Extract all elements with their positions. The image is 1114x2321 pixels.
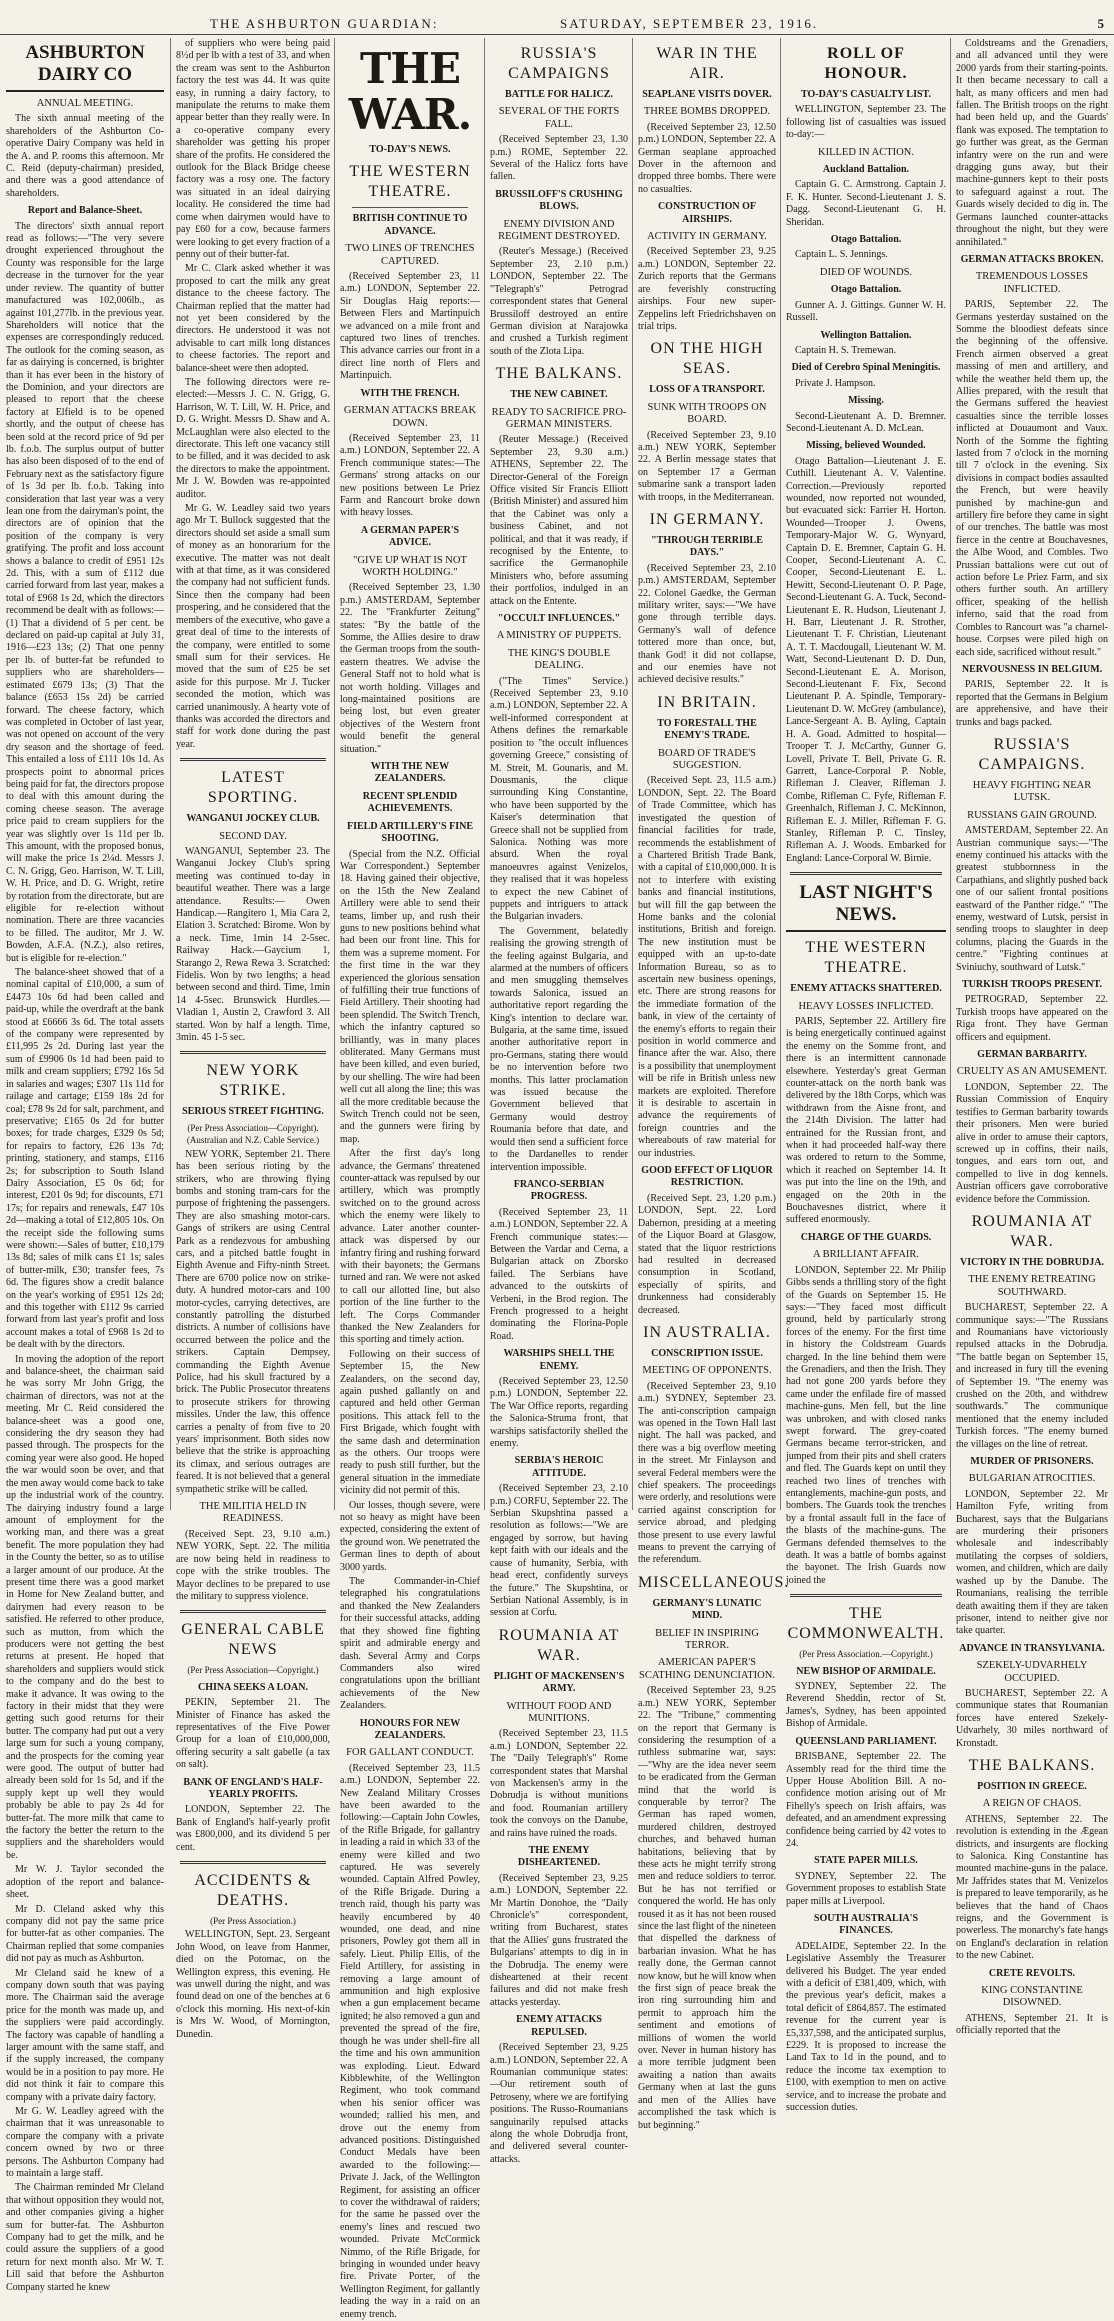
- article-paragraph: After the first day's long advance, the Germans' threatened counter-attack was repulsed by our artillery, which was promptly switched on to the ground across which the enemy were likely to advance. Later another counter-attack was dispersed by our infantry firing and rushing forward with their bayonets; the Germans turned and ran. We were not asked to call our allotted line, but also portion of the line further to the left. The Corps Commander thanked the New Zealanders for this sporting and timely action.: [340, 1148, 480, 1346]
- subhead: MEETING OF OPPONENTS.: [642, 1365, 772, 1377]
- article-paragraph: (Received September 23, 1.30 p.m.) AMSTERDAM, September 22. The "Frankfurter Zeitung" states: "By the battle of the Somme, the Allies desire to draw the German troops from the south-eastern theatres. We advise the General Staff not to hold what is not worth holding. Villages and long-maintained positions are being lost, but even greater objectives of the Western front would benefit the general situation.": [340, 582, 480, 755]
- subhead: SEVERAL OF THE FORTS FALL.: [498, 106, 620, 130]
- subhead: FRANCO-SERBIAN PROGRESS.: [513, 1178, 605, 1203]
- article-paragraph: Coldstreams and the Grenadiers, and all advanced until they were 2000 yards from their starting-points. It then became necessary to call a halt, as many officers and men had fallen. The British troops on the right had been held up, and the Guards' flank was exposed. The temptation to go further was great, as the German infantry were on the run and were dragging guns away, but their machine-gunners kept to their posts to safeguard against a rout. The Guards wisely decided to dig in. The Germans launched counter-attacks throughout the night, but they were annihilated.": [956, 38, 1108, 248]
- subhead: Otago Battalion.: [830, 284, 902, 296]
- article-paragraph: (Received September 23, 12.50 p.m.) LONDON, September 22. A German seaplane approached Dover in the afternoon and dropped three bombs. There were no casualties.: [638, 121, 776, 195]
- subhead: THE NEW CABINET.: [510, 389, 608, 401]
- subhead: RUSSIANS GAIN GROUND.: [967, 809, 1097, 821]
- article-paragraph: The Commander-in-Chief telegraphed his congratulations and thanked the New Zealanders for their successful attacks, adding that they showed fine fighting spirit and admirable energy and dash. Several Army and Corps Commanders also wired congratulations upon the brilliant achievements of the New Zealanders.: [340, 1576, 480, 1712]
- subhead: A REIGN OF CHAOS.: [982, 1798, 1082, 1810]
- subhead: FOR GALLANT CONDUCT.: [346, 1747, 474, 1759]
- subhead: THE ENEMY DISHEARTENED.: [517, 1845, 601, 1869]
- headline-high-seas: ON THE HIGH SEAS.: [650, 340, 764, 378]
- article-paragraph: Mr W. J. Taylor seconded the adoption of the report and balance-sheet.: [6, 1864, 164, 1901]
- subhead: SOUTH AUSTRALIA'S FINANCES.: [813, 1912, 919, 1937]
- article-paragraph: Captain H. S. Tremewan.: [795, 344, 897, 356]
- article-paragraph: (Received September 23, 2.10 p.m.) AMSTERDAM, September 22. Colonel Gaedke, the German military writer, says:—"We have gone through terrible days. Germany's wall of defence tottered more than once, but, thank God! it did not collapse, and our enemies have not achieved decisive results.": [638, 562, 776, 686]
- article-paragraph: Otago Battalion—Lieutenant J. E. Cuthill. Lieutenant A. V. Valentine. Correction.—Previously reported wounded, now reported not wounded, but evacuated sick: Farrier H. Horton. Wounded—Trooper J. Owens, Temporary-Major W. G. Wynyard, Captain D. E. Bremner, Captain G. H. Cooper, Second-Lieutenant A. C. Cooper, Second-Lieutenant E. L. Hewitt, Second-Lieutenant O. P. Page, Second-Lieutenant G. A. Tuck, Second-Lieutenant E. R. Hudson, Lieutenant J. H. Barr, Lieutenant J. R. Strother, Lieutenant T. F. Christian, Lieutenant A. T. T. Macdougall, Lieutenant W. M. Watt, Second-Lieutenant D. D. Dun, Second-Lieutenant E. A. Morison, Second-Lieutenant F. Fix, Second Lieutenant P. A. Spindle, Temporary-Lieutenant D. W. McGrey (ambulance), Lance-Sergeant A. B. Ayling, Captain H. A. Goad. Admitted to hospital—Trooper T. J. McCarthy, Gunner G. Lovell, Private T. Bell, Private G. R. Garrett, Lance-Corporal P. Noble, Rifleman J. Cleaver, Rifleman J. Combe, Rifleman C. Fyfe, Rifleman F. Greenhalch, Rifleman J. C. McKinnon, Rifleman E. J. Miller, Rifleman F. G. Stanley, Rifleman P. C. Tinsley, Rifleman A. J. Woods. Embarked for England: Lance-Corporal W. Birnie.: [786, 455, 946, 864]
- headline-ny-strike: NEW YORK STRIKE.: [206, 1062, 300, 1100]
- column-rule: [170, 38, 171, 1510]
- subhead: BATTLE FOR HALICZ.: [505, 89, 613, 100]
- column-6: [782, 38, 950, 2114]
- subhead: THE ENEMY RETREATING SOUTHWARD.: [968, 1274, 1096, 1298]
- column-4: [486, 38, 632, 2165]
- subhead: TO FORESTALL THE ENEMY'S TRADE.: [657, 717, 757, 742]
- subhead: Missing, believed Wounded.: [806, 440, 926, 452]
- article-paragraph: (Received September 23, 11 a.m.) LONDON, September 22. Sir Douglas Haig reports:—Between Flers and Martinpuich we advanced on a mile front and captured two lines of trenches. This advance carries our front in a direct line north of Flers and Martinpuich.: [340, 271, 480, 382]
- subhead: READY TO SACRIFICE PRO-GERMAN MINISTERS.: [491, 406, 627, 430]
- headline-war-in-air: WAR IN THE AIR.: [656, 45, 758, 82]
- headline-western-theatre: THE WESTERN THEATRE.: [349, 163, 471, 201]
- subhead: CONSCRIPTION ISSUE.: [651, 1347, 763, 1359]
- column-5: [634, 38, 790, 2131]
- article-paragraph: (Received Sept. 23, 9.10 a.m.) NEW YORK, Sept. 22. The militia are now being held in readiness to cope with the strike troubles. The Mayor declines to be prepared to use the military to suppress violence.: [176, 1528, 330, 1602]
- article-paragraph: (Received Sept. 23, 1.20 p.m.) LONDON, Sept. 22. Lord Dabernon, presiding at a meeting of the Liquor Board at Glasgow, stated that the liquor restrictions had resulted in decreased consumption in Scotland, especially of spirits, and drunkenness had considerably decreased.: [638, 1192, 776, 1316]
- headline-balkans: THE BALKANS.: [968, 1756, 1096, 1774]
- headline-commonwealth: THE COMMONWEALTH.: [787, 1605, 945, 1643]
- subhead: TWO LINES OF TRENCHES CAPTURED.: [345, 243, 475, 267]
- article-paragraph: The directors' sixth annual report read as follows:—"The very severe drought experienced throughout the County was responsible for the large decrease in the turnover for the year under review. The quantity of butter manufactured was 102,006lb., as against 101,277lb. in the previous year. Shareholders will notice that the expenses are correspondingly reduced. The outlook for the coming season, as far as dairying is concerned, is brighter than it has ever been in the history of the Dominion, and your directors are pleased to report that the cheese factory at Elfield is to be opened shortly, and the output of cheese has been sold at the record price of 9d per lb. f.o.b. The surplus output of butter has also been disposed of to the end of February next as the satisfactory figure of 1s 3d per lb. f.o.b. Taking into consideration that last year was a very lean one from the dairyman's point, the directors are of opinion that the position of the company is very gratifying. The profit and loss account shows a balance to credit of £951 12s 2d. This, with a sum of £112 due carried forward from last year, makes a total of £968 1s 2d, which the directors recommend be dealt with as follows:—(1) That a dividend of 5 per cent. be declared on paid-up capital at July 31, 1916—£23 13s; (2) That one penny per lb. of butter-fat be refunded to suppliers who are shareholders—estimated £679 13s; (3) That the balance (£653 15s 2d) be carried forward. The cheese factory, which was completed in October of last year, was not opened on account of the very dry season and the shortage of feed. This entailed a loss of £111 10s 1d. As prospects point to abnormal prices being paid for fat, the directors propose to deal with this amount during the coming cheese season. The average price paid to cream suppliers for the year was slightly over 1s 11d per lb. This amount, with the proposed bonus, will make the price 1s 2¼d. Messrs J. C. N. Grigg, Geo. Harrison, W. T. Lill, W. H. Price, and D. G. Wright, retire by rotation from the directorate, but are eligible for re-election without nomination. There are three vacancies to be filled. The auditor, Mr J. W. Bowden, A.F.A. (N.Z.), also retires, but is eligible for re-election.": [6, 220, 165, 964]
- subhead: KING CONSTANTINE DISOWNED.: [981, 1985, 1083, 2009]
- headline-russia: RUSSIA'S CAMPAIGNS: [508, 45, 610, 82]
- article-paragraph: ATHENS, September 21. It is officially reported that the: [956, 2012, 1108, 2037]
- article-paragraph: (Received September 23, 9.10 a.m.) NEW YORK, September 22. A Berlin message states that on September 17 a German submarine sank a transport laden with troops, in the Mediterranean.: [638, 429, 776, 503]
- column-rule: [632, 38, 633, 1510]
- divider: [180, 1861, 326, 1864]
- subhead: WITH THE FRENCH.: [360, 387, 460, 399]
- article-paragraph: Mr G. W. Leadley agreed with the chairman that it was unreasonable to compare the company with a private concern owned by two or three persons. The Ashburton Company had to maintain a large staff.: [6, 2106, 164, 2180]
- subhead: GOOD EFFECT OF LIQUOR RESTRICTION.: [641, 1165, 773, 1189]
- column-7: [952, 38, 1112, 2037]
- subhead: WANGANUI JOCKEY CLUB.: [186, 813, 320, 825]
- subhead: CHARGE OF THE GUARDS.: [800, 1231, 932, 1243]
- divider: [180, 758, 326, 761]
- subhead: BRITISH CONTINUE TO ADVANCE.: [352, 213, 468, 237]
- article-paragraph: The balance-sheet showed that of a nominal capital of £10,000, a sum of £4473 10s 6d had been called and paid-up, while the overdraft at the bank stood at £6666 3s 6d. The total assets of the company were represented by £11,995 2s 2d. During last year the sum of £9906 0s 1d had been paid to milk and cream suppliers; £792 16s 5d in salaries and wages; £307 11s 11d for railage and cartage; £159 18s 2d for coal; £78 9s 2d for salt, parchment, and preservative; £165 0s 2d for butter boxes; for trade charges, £329 0s 5d; for repairs to factory, £26 13s 7d; printing, stationery, and stamps, £116 2s; for subscription to South Island Dairy Association, £5 0s 6d; for interest, £201 0s 9d; for discounts, £71 17s; for repairs and renewals, £47 10s 2d—making a total of £12,805 10s. On the receipt side the following sums were shown:—Sales of butter, £10,179 13s 8d; sales of milk cans £1 1s; sales of butter-milk, £30; transfer fees, 7s 6d. The figures show a credit balance on the year's working of £951 12s 2d; and this together with £112 9s carried forward from last year's profit and loss account makes a total of £968 1s 2d to be dealt with by the directors.: [6, 967, 165, 1351]
- subhead: CRUELTY AS AN AMUSEMENT.: [956, 1066, 1108, 1078]
- subhead: TREMENDOUS LOSSES INFLICTED.: [975, 271, 1089, 295]
- subhead: Wellington Battalion.: [820, 329, 912, 341]
- subhead: "GIVE UP WHAT IS NOT WORTH HOLDING.": [353, 554, 467, 578]
- article-paragraph: PARIS, September 22. The Germans yesterday sustained on the Somme the bloodiest defeats since the beginning of the offensive. French airmen observed a great massing of men and artillery, and while the weather held them up, the Allies prepared, with the result that the Germans suffered the heaviest casualties since the terrible losses inflicted at Douaumont and Vaux. North of the Somme the fighting lasted from 7 o'clock in the morning till 7 o'clock in the evening. Six divisions in compact bodies assaulted the French, but were heavily punished by machine-gun and artillery fire before they came in sight of our trenches. The battle was most fierce in the centre at Bouchavesnes, the Albe Wood, and Combles. Two Prussian battalions were cut out of action before Le Priez Farm, and six others further south. An artillery officer, speaking of the hellish inferno, said that the road from Combles to Rancourt was "a charnel-house. Corpses were piled high on each side, sacrificed without result.": [956, 299, 1108, 658]
- article-paragraph: Our losses, though severe, were not so heavy as might have been expected, considering the extent of the ground won. We penetrated the German lines to depth of about 3000 yards.: [340, 1499, 480, 1573]
- subhead: TO-DAY'S NEWS.: [369, 144, 451, 155]
- subhead: STATE PAPER MILLS.: [814, 1855, 918, 1867]
- subhead: SECOND DAY.: [219, 830, 287, 842]
- article-paragraph: Mr D. Cleland asked why this company did not pay the same price for butter-fat as other companies. The Chairman replied that some companies did not pay as much as Ashburton.: [6, 1903, 164, 1965]
- headline-the-war: THE WAR.: [348, 44, 472, 139]
- subhead: FIELD ARTILLERY'S FINE SHOOTING.: [347, 820, 473, 845]
- subhead: SERBIA'S HEROIC ATTITUDE.: [514, 1455, 604, 1479]
- article-paragraph: The Chairman reminded Mr Cleland that without opposition they would not, and other companies giving a higher sum for butter-fat. The Ashburton Company had to get the milk, and he could assure the suppliers of a good return for next month also. Mr W. T. Lill said that before the Ashburton Company started he knew: [6, 2182, 164, 2293]
- subhead: WITH THE NEW ZEALANDERS.: [370, 761, 450, 785]
- article-paragraph: ("The Times" Service.) (Received September 23, 9.10 a.m.) LONDON, September 22. A well-informed correspondent at Athens defines the remarkable position to "the occult influences governing Greece," consisting of M. Streit, M. Gounaris, and M. Dousmanis, the clique surrounding King Constantine, who have been supported by the Kaiser's determination that Greece shall not be supplied from Salonica. Nothing was more absurd. When the royal manoeuvres against Venizelos, they realised that it was hopeless to expect the new Cabinet of puppets and intriguers to attack the Bulgarian invaders.: [490, 675, 628, 923]
- subhead: A GERMAN PAPER'S ADVICE.: [360, 524, 460, 549]
- subhead: ENEMY ATTACKS SHATTERED.: [790, 983, 942, 995]
- subhead: Missing.: [848, 395, 884, 407]
- headline-sporting: LATEST SPORTING.: [207, 769, 299, 807]
- article-paragraph: PEKIN, September 21. The Minister of Finance has asked the representatives of the Five Power Group for a loan of £10,000,000, offering security a salt gabelle (a tax on salt).: [176, 1697, 330, 1771]
- headline-britain: IN BRITAIN.: [657, 693, 757, 711]
- article-paragraph: Mr Cleland said he knew of a company down south that was paying more. The Chairman said the average price for the month was made up, and the suppliers were paid accordingly. The factory was capable of handling a larger amount with the same staff, and if the supply increased, the company would be in a position to pay more. He did not think it fair to compare this company with a private dairy factory.: [6, 1967, 164, 2103]
- article-paragraph: (Received September 23, 9.25 a.m.) LONDON, September 22. Mr Martin Donohoe, the "Daily Chronicle's" correspondent, writing from Bucharest, states that the Allies' guns frustrated the Bulgarians' attempts to dig in in the Dobrudja. The enemy were disheartened at their recent failures and did not make fresh attacks yesterday.: [490, 1872, 628, 2008]
- article-paragraph: The following directors were re-elected:—Messrs J. C. N. Grigg, G. Harrison, W. T. Lill, W. H. Price, and D. G. Wright. Messrs D. Shaw and A. McLaughlan were also elected to the directorate. This left one vacancy still to be filled, and it was decided to ask the directors to make the appointment. Mr J. W. Bowden was re-appointed auditor.: [176, 376, 330, 500]
- article-paragraph: BUCHAREST, September 22. A communique says:—"The Russians and Roumanians have victoriously repulsed attacks in the Dobrudja. "The battle began on September 15, and increased in fury till the evening of September 19. "The enemy was crushed on the 20th, and withdrew southwards." The communique mentioned that the enemy included Turkish forces. "The enemy burned the villages on the line of retreat.: [956, 1302, 1108, 1450]
- article-paragraph: BRISBANE, September 22. The Assembly read for the third time the Upper House Abolition Bill. A no-confidence motion arising out of Mr Fihelly's speech on Irish affairs, was defeated, and an amendment expressing confidence being carried by 42 votes to 24.: [786, 1751, 946, 1849]
- subhead: HONOURS FOR NEW ZEALANDERS.: [359, 1717, 461, 1741]
- article-paragraph: (Reuter's Message.) (Received September 23, 2.10 p.m.) LONDON, September 22. The "Telegraph's" Petrograd correspondent states that General Brussiloff destroyed an entire German division at Narajowka and crushed a Turkish regiment south of the Zlota Lipa.: [490, 246, 628, 357]
- subhead: GERMAN ATTACKS BREAK DOWN.: [343, 405, 477, 429]
- subhead: TO-DAY'S CASUALTY LIST.: [801, 89, 931, 100]
- article-paragraph: (Special from the N.Z. Official War Correspondent.) September 18. Having gained their objective, on the 15th the New Zealand Artillery were able to send their teams, limber up, and rush their guns to new positions behind what had been our front line. This for them was a supreme moment. For the first time in the war they experienced the glorious sensation of fulfilling their true functions of Field Artillery. Their shooting had been splendid. The Switch Trench, which the infantry captured so brilliantly, was in many places obliterated. Many Germans must have been killed, and even buried, by our shelling. The wire had been well cut all along the line; this was all the more creditable because the Switch Trench could not be seen, and the gunners were firing by map.: [340, 848, 480, 1145]
- article-paragraph: Gunner A. J. Gittings. Gunner W. H. Russell.: [786, 299, 946, 324]
- article-paragraph: PETROGRAD, September 22. Turkish troops have appeared on the Riga front. They have German officers and equipment.: [956, 994, 1108, 1043]
- subhead: THE MILITIA HELD IN READINESS.: [199, 1501, 307, 1525]
- article-paragraph: (Received September 23, 11.5 a.m.) LONDON, September 22. The "Daily Telegraph's" Rome correspondent states that Marshal von Mackensen's army in the Dobrudja is without munitions and food. Roumanian artillery took the convoys on the Danube, and rains have ruined the roads.: [490, 1728, 628, 1839]
- column-rule: [780, 38, 781, 1510]
- subhead: CHINA SEEKS A LOAN.: [197, 1681, 309, 1693]
- article-paragraph: (Received September 23, 11 a.m.) LONDON, September 22. A French communique states:—Between the Vardar and Cerna, a Bulgarian attack on Zborsko failed. The Serbians have advanced to the outskirts of Verbeni, in the Brod region. The French progressed to a height dominating the Florina-Pople Road.: [490, 1206, 628, 1342]
- article-paragraph: PARIS, September 22. Artillery fire is being energetically continued against the enemy on the Somme front, and there is an intermittent cannonade elsewhere. Yesterday's great German counter-attack on the north bank was delivered by the 18th Corps, which was withdrawn from the Aisne front, and the 214th Division. The latter had entrained for the Russian front, and when it had proceeded half-way there was ordered to return to the Somme, which it reached on September 14. It was put into the line on the 19th, and engaged on the 20th in the Bouchavesnes district, where it suffered enormously.: [786, 1015, 946, 1226]
- subhead: GERMANY'S LUNATIC MIND.: [652, 1597, 762, 1622]
- article-paragraph: ADELAIDE, September 22. In the Legislative Assembly the Treasurer delivered his Budget. The year ended with a deficit of £381,409, which, with the previous year's deficit, makes a total deficit of £864,857. The estimated revenue for the current year is £5,337,598, and the anticipated surplus, £229. It is proposed to increase the Land Tax to 1d in the pound, and to reduce the income tax exemption to £100, with exemption to men on active service, and to increase the probate and succession duties.: [786, 1940, 946, 2114]
- article-paragraph: WELLINGTON, Sept. 23. Sergeant John Wood, on leave from Hanmer, died on the Potomac, on the Wellington express, this evening. He was unwell during the night, and was found dead on one of the benches at 6 o'clock this morning. His next-of-kin is Mrs W. Wood, of Mornington, Dunedin.: [176, 1929, 330, 2040]
- article-paragraph: PARIS, September 22. It is reported that the Germans in Belgium are apprehensive, and have their trunks and bags packed.: [956, 679, 1108, 728]
- headline-roumania: ROUMANIA AT WAR.: [971, 1212, 1093, 1250]
- subhead: SERIOUS STREET FIGHTING.: [182, 1106, 324, 1118]
- article-paragraph: LONDON, September 22. Mr Philip Gibbs sends a thrilling story of the fight of the Guards on September 15. He says:—"They faced most difficult ground, held by particularly strong forces of the enemy. For the first time in history the Coldstream Guards charged. In the line behind them were the Grenadiers, and then the Irish. They had not gone 200 yards before they came under the enfilade fire of massed machine-guns. Men fell, but the line was unbroken, and with closed ranks swept forward. The grey-coated Germans became terror-stricken, and jumped from their pits and shell craters and fled. The Guards kept on until they reached two lines of trenches with entanglements, machine-gun posts, and bombers. The Guards took the trenches by a frontal assault full in the face of the blasts of the machine-guns. The Germans defended themselves to the death. It was a battle of bombs against the bayonet. The Irish Guards now joined the: [786, 1264, 946, 1586]
- subhead-report: Report and Balance-Sheet.: [27, 205, 143, 217]
- subhead: "THROUGH TERRIBLE DAYS.": [651, 534, 763, 559]
- article-paragraph: (Received September 23, 9.25 a.m.) LONDON, September 22. A Roumanian communique states:—Our retirement south of Petroseny, where we are fortifying positions. The Russo-Roumanians sanguinarily repulsed attacks along the whole Dobrudja front, and delivered several counter-attacks.: [490, 2042, 628, 2165]
- subhead: BELIEF IN INSPIRING TERROR.: [655, 1627, 759, 1652]
- credit-line: (Per Press Association.—Copyright.): [799, 1649, 933, 1660]
- subhead: CONSTRUCTION OF AIRSHIPS.: [657, 201, 757, 225]
- column-1: [2, 38, 168, 2293]
- divider: [352, 207, 468, 208]
- subhead: SZEKELY-UDVARHELY OCCUPIED.: [976, 1660, 1088, 1684]
- subhead: HEAVY LOSSES INFLICTED.: [798, 1000, 934, 1012]
- subhead: MURDER OF PRISONERS.: [970, 1456, 1094, 1468]
- subhead: BOARD OF TRADE'S SUGGESTION.: [658, 747, 756, 772]
- article-paragraph: (Received September 23, 9.25 a.m.) LONDON, September 22. Zurich reports that the Germans are feverishly constructing airships. Four new super-Zeppelins left Friedrichshaven on trial trips.: [638, 246, 776, 332]
- column-rule: [950, 38, 951, 1510]
- newspaper-date: SATURDAY, SEPTEMBER 23, 1916.: [560, 16, 819, 31]
- article-paragraph: AMSTERDAM, September 22. An Austrian communique says:—"The enemy continued his attacks with the greatest stubbornness in the Carpathians, and slightly pushed back one of our salient frontal positions eastward of the Panther ridge." "The enemy, westward of Lutsk, persist in sending troops to slaughter in deep columns, placing the Guards in the centre." "Fighting continues at Sviniuchy, southward of Lutsk.": [956, 825, 1108, 973]
- subhead: POSITION IN GREECE.: [977, 1780, 1087, 1792]
- article-paragraph: NEW YORK, September 21. There has been serious rioting by the strikers, who are throwing flying bombs and stoning tram-cars for the purpose of frightening the passengers. They are also smashing motor-cars. Gangs of strikers are using Central Park as a rendezvous for ambushing cars, and a pitched battle fought in Eighth Avenue and Fifty-ninth Street. There are 6700 police now on strike-duty. A hundred motor-cars and 100 motor-cycles, carrying detectives, are constantly patrolling the disturbed districts. A number of collisions have occurred between the police and the strikers. Captain Dempsey, commanding the Eighth Avenue Police, had his skull fractured by a brick. The Public Prosecutor threatens to prosecute strikers for throwing missiles. Under the law, this offence carries a penalty of from five to 20 years' imprisonment. Both sides now believe that the strike is approaching its climax, and serious outrages are feared. It is not believed that a general sympathetic strike will be called.: [176, 1148, 330, 1495]
- article-paragraph: In moving the adoption of the report and balance-sheet, the chairman said he was sorry Mr John Grigg, the chairman of directors, was not at the meeting. Mr C. Reid considered the balance-sheet was a good one, considering the dry season they had passed through. The prospects for the coming year were also good. He hoped the war would soon be over, and that the men away would come back to take up the industrial work of the country. The dairying industry found a large amount of employment for the working man, and there was a great benefit. The more population they had in the County the better, so as to utilise a larger amount of our produce. At the present time there was a good market in Home for New Zealand butter, and dairymen had every reason to be satisfied. He referred to other produce, such as mutton, from which the producers were not getting the best returns at present. He hoped that shareholders and suppliers would stick to the company and do the best to make it advance. It was owing to the factory in their midst that they were getting such good returns for their butter. The company had put out a very large sum for such a young company, and the prospects for the coming year were good. The output of butter had already been sold for 1s 5d, and if the supply kept up well they would probably be able to pay 2s 4d for butter-fat. The more milk that came to the factory the better the return to the suppliers and the shareholders would be.: [6, 1353, 164, 1861]
- subhead: BANK OF ENGLAND'S HALF-YEARLY PROFITS.: [183, 1776, 323, 1800]
- headline-russia: RUSSIA'S CAMPAIGNS.: [978, 735, 1086, 773]
- subhead: THREE BOMBS DROPPED.: [643, 106, 771, 118]
- article-paragraph: (Received September 23, 9.25 a.m.) NEW YORK, September 22. The "Tribune," commenting on the report that Germany is considering the resumption of a ruthless submarine war, says:—"Why are the idea never seem to be eradicated from the German mind that the world is conquerable by terror? The German has raped women, murdered children, destroyed churches, and behaved human habitations, believing that by these acts he might terrify strong men and reduce soldiers to terror. But he has not terrified or conquered the world. He has only roused it as it has not been roused since the last flight of the nineteen that dispelled the darkness of barbarian invasion. What he has really done, the German cannot now know, but he will know when the first sign of peace break the iron ring surrounding him and permit to approach him the sentiment and emotions of millions of women the world over. Never in human history has a more terrible judgment been awaiting a nation than awaits Germany when at last the guns and men of the Allies have accomplished the task which is but beginning.": [638, 1685, 776, 2131]
- article-paragraph: The sixth annual meeting of the shareholders of the Ashburton Co-operative Dairy Company was held in the A. and P. rooms this afternoon. Mr C. Reid (deputy-chairman) presided, and there was a good attendance of shareholders.: [6, 113, 164, 199]
- headline-accidents: ACCIDENTS & DEATHS.: [194, 1872, 312, 1909]
- divider: [790, 872, 942, 875]
- article-paragraph: SYDNEY, September 22. The Government proposes to establish State paper mills at Liverpool.: [786, 1870, 946, 1907]
- divider: [180, 1610, 326, 1613]
- subhead: CRETE REVOLTS.: [988, 1967, 1076, 1979]
- article-paragraph: of suppliers who were being paid 8½d per lb with a test of 33, and when the cream was sent to the Ashburton factory the test was 44. It was quite easy, in running a dairy factory, to manipulate the returns to make them appear better than they really were. In a co-operative company every shareholder was getting his proper share of the profits. He considered the outlook for the Black Bridge cheese factory was a rosy one. The factory was situated in an ideal dairying locality. He considered the time had come when dairymen would have to pay £60 for a cow, because farmers were looking to get every fraction of a penny out of their butter-fat.: [176, 38, 330, 260]
- subhead-annual-meeting: ANNUAL MEETING.: [36, 98, 134, 109]
- subhead: WITHOUT FOOD AND MUNITIONS.: [506, 1700, 612, 1724]
- headline-roll-of-honour: ROLL OF HONOUR.: [824, 45, 908, 82]
- column-rule: [484, 38, 485, 1510]
- subhead: SUNK WITH TROOPS ON BOARD.: [647, 401, 767, 426]
- headline-australia: IN AUSTRALIA.: [643, 1323, 771, 1341]
- masthead: [0, 0, 1114, 35]
- divider: [790, 1594, 942, 1597]
- article-paragraph: ATHENS, September 22. The revolution is extending in the Ægean districts, and insurgents are flocking to Salonica. King Constantine has mounted machine-guns in the palace. Mr Jaffrides states that M. Venizelos is prepared to leave temporarily, as he believes that the hand of Chaos reigns, and the Government is powerless. The monarchy's fate hangs on England's declaration in relation to the new Cabinet.: [956, 1813, 1108, 1962]
- headline-roumania: ROUMANIA AT WAR.: [498, 1626, 620, 1664]
- article-paragraph: (Received September 23, 2.10 p.m.) CORFU, September 22. The Serbian Skupshtina passed a resolution as follows:—"We are engaged by sorrow, but having kept faith with our ideals and the cause of humanity, Serbia, with head erect, confidently surveys the future." The Skupshtina, or Serbian National Assembly, is in session at Corfu.: [490, 1483, 628, 1619]
- article-paragraph: The Government, belatedly realising the growing strength of the feeling against Bulgaria, and alarmed at the numbers of officers and men smuggling themselves towards Salonica, issued an authoritative report regarding the King's intention to declare war. Bulgaria, at the same time, issued another authoritative report in pro-Germans, stating there would be no intervention before two months. This latter proclamation was issued because the Government believed that Germany would destroy Roumania before that date, and would then send a sufficient force to the Dardanelles to render intervention impossible.: [490, 925, 628, 1173]
- headline-miscellaneous: MISCELLANEOUS.: [638, 1573, 790, 1591]
- article-paragraph: (Received Sept. 23, 11.5 a.m.) LONDON, Sept. 22. The Board of Trade Committee, which has investigated the question of financial facilities for trade, recommends the establishment of a Chartered British Trade Bank, with a capital of £10,000,000. It is not to interfere with existing banks and financial institutions, but will fill the gap between the Home banks and the colonial institutions, British and foreign. The new institution must be equipped with an up-to-date Information Bureau, so as to ascertain new business openings, etc. There are strong reasons for the immediate formation of the bank, in view of the certainty of the enemy's efforts to regain their position in world commerce and finance after the war. Also, there is a possibility that unemployment will be rife in British unless new markets are exploited. Therefore it is desirable to ascertain in advance the requirements of foreign countries and the whereabouts of raw material for our industries.: [638, 775, 776, 1159]
- subhead: HEAVY FIGHTING NEAR LUTSK.: [972, 779, 1092, 804]
- newspaper-title: THE ASHBURTON GUARDIAN:: [210, 16, 439, 31]
- subhead: WARSHIPS SHELL THE ENEMY.: [503, 1348, 615, 1372]
- subhead: KILLED IN ACTION.: [818, 146, 914, 158]
- article-paragraph: (Received September 23, 9.10 a.m.) SYDNEY, September 23. The anti-conscription campaign was opened in the Town Hall last night. The hall was packed, and there was a big overflow meeting in the street. Mr Finlayson and several Federal members were the chief speakers. The proceedings were orderly, and resolutions were carried against conscription for service abroad, and pledging those present to use every lawful means to prevent the carrying of the referendum.: [638, 1380, 776, 1566]
- subhead: ENEMY DIVISION AND REGIMENT DESTROYED.: [498, 218, 620, 243]
- subhead: GERMAN ATTACKS BROKEN.: [960, 253, 1104, 265]
- credit-line: (Per Press Association.): [210, 1916, 296, 1926]
- article-paragraph: Private J. Hampson.: [795, 377, 876, 389]
- subhead: SEAPLANE VISITS DOVER.: [642, 89, 772, 100]
- headline-last-nights-news: LAST NIGHT'S NEWS.: [786, 882, 946, 932]
- subhead: A BRILLIANT AFFAIR.: [812, 1249, 920, 1261]
- column-rule: [334, 38, 335, 1510]
- page-number: 5: [1097, 16, 1104, 31]
- headline-cable-news: GENERAL CABLE NEWS: [181, 1621, 325, 1659]
- subhead: BRUSSILOFF'S CRUSHING BLOWS.: [495, 188, 623, 213]
- subhead: LOSS OF A TRANSPORT.: [649, 384, 765, 396]
- subhead: PLIGHT OF MACKENSEN'S ARMY.: [493, 1670, 625, 1695]
- subhead: VICTORY IN THE DOBRUDJA.: [960, 1256, 1104, 1268]
- subhead: QUEENSLAND PARLIAMENT.: [795, 1735, 937, 1747]
- subhead: BULGARIAN ATROCITIES.: [968, 1473, 1096, 1485]
- subhead: GERMAN BARBARITY.: [977, 1049, 1087, 1061]
- subhead: AMERICAN PAPER'S SCATHING DENUNCIATION.: [639, 1657, 775, 1681]
- article-paragraph: SYDNEY, September 22. The Reverend Sheddin, rector of St. James's, Sydney, has been appointed Bishop of Armidale.: [786, 1681, 946, 1730]
- credit-line: (Per Press Association—Copyright). (Australian and N.Z. Cable Service.): [186, 1122, 320, 1146]
- subhead: Died of Cerebro Spinal Meningitis.: [791, 362, 941, 374]
- column-2: [172, 38, 334, 2040]
- subhead: Otago Battalion.: [830, 234, 902, 246]
- article-paragraph: (Received September 23, 1.30 p.m.) ROME, September 22. Several of the Halicz forts have fallen.: [490, 134, 628, 183]
- subhead: THE KING'S DOUBLE DEALING.: [507, 647, 611, 672]
- subhead: "OCCULT INFLUENCES.": [497, 613, 621, 625]
- article-paragraph: WANGANUI, September 23. The Wanganui Jockey Club's spring meeting was continued to-day in beautiful weather. There was a large attendance. Results:— Owen Handicap.—Rangitero 1, Mia Cara 2, Elation 3. Scratched: Birome. Won by a neck. Time, 1min 14 2-5sec. Railway Hack.—Gaycium 1, Starango 2, Rewa Rewa 3. Scratched: Fidelis. Won by two lengths; a head between second and third. Time, 1min 14 4-5sec. Brunswick Hurdles.—Vladian 1, Austin 2, Crawford 3. All started. Won by half a length. Time, 3min. 45 1-5 sec.: [176, 845, 330, 1044]
- subhead: ACTIVITY IN GERMANY.: [647, 231, 767, 243]
- column-3: [336, 38, 484, 2320]
- headline-balkans: THE BALKANS.: [495, 365, 623, 383]
- subhead: ENEMY ATTACKS REPULSED.: [516, 2014, 602, 2038]
- article-paragraph: Second-Lieutenant A. D. Bremner. Second-Lieutenant A. D. McLean.: [786, 410, 946, 434]
- article-paragraph: (Received September 23, 11 a.m.) LONDON, September 22. A French communique states:—The Germans' strong attacks on our new positions between Le Priez Farm and Rancourt broke down with heavy losses.: [340, 432, 480, 519]
- subhead: RECENT SPLENDID ACHIEVEMENTS.: [362, 790, 458, 815]
- article-paragraph: (Received September 23, 12.50 p.m.) LONDON, September 22. The War Office reports, regarding the Salonica-Struma front, that warships satisfactorily shelled the enemy.: [490, 1376, 628, 1450]
- subhead: ADVANCE IN TRANSYLVANIA.: [959, 1642, 1105, 1654]
- subhead: A MINISTRY OF PUPPETS.: [496, 630, 622, 642]
- article-paragraph: Mr G. W. Leadley said two years ago Mr T. Bullock suggested that the directors should set aside a small sum of money as an honorarium for the executive. The matter was not dealt with at that time, as it was considered the company had not sufficient funds. Since then the company had been prospering, and he considered that the members of the executive, who gave a great deal of time to the interests of the company, were entitled to some small sum for their services. He moved that the sum of £25 be set aside for this purpose. Mr J. Tucker seconded the motion, which was carried unanimously. A hearty vote of thanks was accorded the directors and staff for work done during the past year.: [176, 503, 330, 750]
- article-paragraph: Captain G. C. Armstrong. Captain J. F. K. Hunter. Second-Lieutenant J. S. Dagg. Second-Lieutenant G. H. Sheridan.: [786, 179, 946, 228]
- headline-germany: IN GERMANY.: [649, 510, 765, 528]
- article-paragraph: Mr C. Clark asked whether it was proposed to cart the milk any great distance to the cheese factory. The Chairman replied that the matter had not yet been considered by the directors. He understood it was not advisable to cart milk long distances to cheese factories. The report and balance-sheet were then adopted.: [176, 263, 330, 374]
- article-paragraph: BUCHAREST, September 22. A communique states that Roumanian forces have entered Szekely-Udvarhely, 30 miles northward of Kronstadt.: [956, 1687, 1108, 1749]
- article-paragraph: LONDON, September 22. The Russian Commission of Enquiry testifies to German barbarity towards their prisoners. Men were buried alive in order to amuse their captors, screwed up in coffins, their nails, tongues, and ears torn out, and compelled to live in dog kennels. Austrian officers gave corroborative evidence before the Commission.: [956, 1081, 1108, 1205]
- article-paragraph: WELLINGTON, September 23. The following list of casualties was issued to-day:—: [786, 104, 946, 141]
- subhead: NERVOUSNESS IN BELGIUM.: [961, 663, 1103, 675]
- subhead: TURKISH TROOPS PRESENT.: [962, 979, 1102, 991]
- subhead: NEW BISHOP OF ARMIDALE.: [796, 1665, 936, 1677]
- subhead: DIED OF WOUNDS.: [819, 266, 913, 278]
- headline-dairy: ASHBURTON DAIRY CO: [6, 42, 164, 92]
- subhead: Auckland Battalion.: [822, 164, 910, 176]
- headline-western-theatre: THE WESTERN THEATRE.: [805, 939, 927, 977]
- article-paragraph: LONDON, September 22. The Bank of England's half-yearly profit was £800,000, and its dividend 5 per cent.: [176, 1804, 330, 1853]
- article-paragraph: (Reuter Message.) (Received September 23, 9.30 a.m.) ATHENS, September 22. The Director-General of the Foreign Office visited Sir Francis Elliott (British Minister) and assured him that the Cabinet was only a business Cabinet, and not political, and that it was ready, if recognised by the Entente, to sacrifice the Germanophile Ministers who, before assuming their portfolios, indulged in an attack on the Entente.: [490, 434, 628, 607]
- article-paragraph: Captain L. S. Jennings.: [795, 249, 888, 261]
- credit-line: (Per Press Association—Copyright.): [187, 1665, 319, 1676]
- article-paragraph: (Received September 23, 11.5 a.m.) LONDON, September 22. New Zealand Military Crosses have been awarded to the following:—Captain John Cowles, of the Rifle Brigade, for gallantry in leading a raid in which 33 of the enemy were killed and two captured. He was severely wounded. Captain Alfred Powley, of the Rifle Brigade. During a trench raid, though his party was heavily encumbered by 40 wounded, one dead, and nine prisoners, Powley got them all in safely. Lieut. Philip Ellis, of the Field Artillery, for assisting in removing a large amount of ammunition and high explosive when a gun emplacement became ignited; he also removed a gun and prevented the spread of the fire, though he was under shell-fire all the time and his own ammunition was exploding. Lieut. Edward Kibblewhite, of the Wellington Regiment, who took command when his senior officer was wounded; rallied his men, and drove out the enemy from advanced positions. Distinguished Conduct Medals have been awarded to the following:—Private J. Jack, of the Wellington Regiment, for assisting an officer to cover the withdrawal of raiders; for the same he passed over the enemy's lines and rescued two wounded. Private McCormick Nimmo, of the Rifle Brigade, for bringing in wounded under heavy fire. Private Porter, of the Wellington Regiment, for gallantly leading the way in a raid on an enemy trench.: [340, 1762, 480, 2320]
- article-paragraph: LONDON, September 22. Mr Hamilton Fyfe, writing from Bucharest, says that the Bulgarians are murdering their prisoners wholesale and indescribably mutilating the corpses of soldiers, women, and children, which are daily washed up by the Danube. The Roumanians, realising the terrible death awaiting them if they are taken prisoner, intend to neither give nor take quarter.: [956, 1488, 1108, 1637]
- divider: [180, 1051, 326, 1054]
- article-paragraph: Following on their success of September 15, the New Zealanders, on the second day, again pushed gallantly on and captured and held other German positions. This attack fell to the First Brigade, which fought with the same dash and determination as the others. Our troops were ready to push still further, but the general situation in the immediate vicinity did not permit of this.: [340, 1348, 480, 1497]
